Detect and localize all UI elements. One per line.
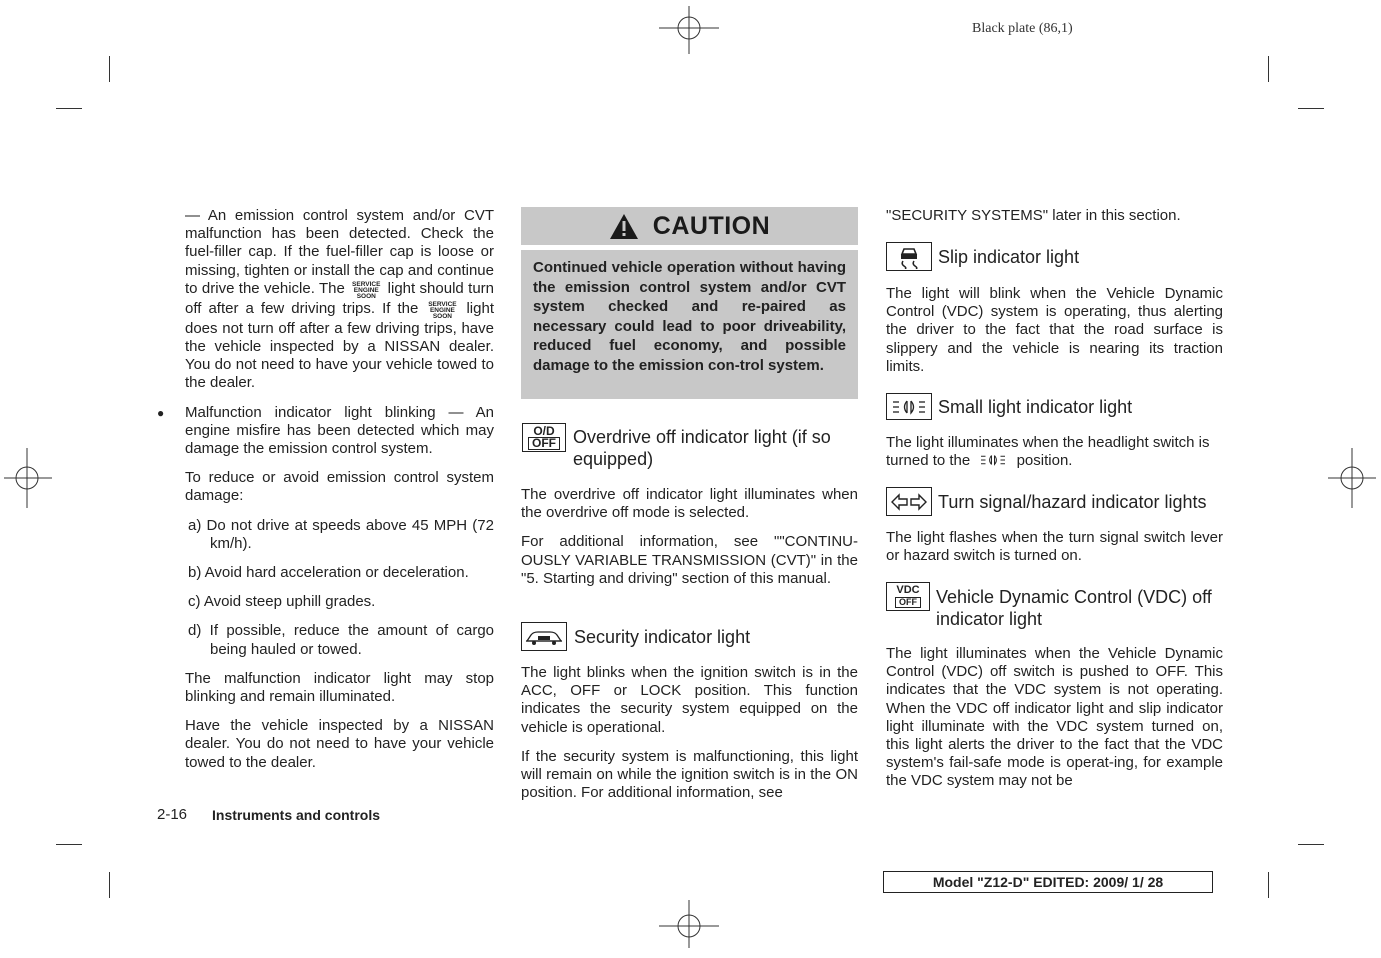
bullet-icon: ● [157, 405, 165, 420]
slip-paragraph: The light will blink when the Vehicle Dynamic Control (VDC) system is operating, thus alerting the driver to the fact that the road surface is slippery and the vehicle is nearing its traction limits. [886, 285, 1223, 375]
crop-mark [109, 872, 110, 898]
crop-mark [56, 108, 82, 109]
model-label: Model "Z12-D" EDITED: 2009/ 1/ 28 [883, 871, 1213, 893]
icon-line: OFF [895, 597, 921, 608]
crop-mark [56, 844, 82, 845]
list-item: d) If possible, reduce the amount of cargo being hauled or towed. [188, 622, 494, 658]
icon-line: VDC [896, 584, 920, 596]
vdc-heading: Vehicle Dynamic Control (VDC) off indicator light [936, 587, 1212, 629]
paragraph-text: light should turn off after a few driving trips. If the [185, 279, 494, 317]
page-number: 2-16 [157, 806, 188, 823]
service-engine-soon-icon [349, 282, 383, 300]
od-reference-paragraph: For additional information, see ""CONTINU-OUSLY VARIABLE TRANSMISSION (CVT)" in the "5. Starting and driving" section of this manual. [521, 533, 858, 587]
icon-line: OFF [528, 437, 560, 450]
bullet-item [157, 403, 494, 459]
parking-light-icon [892, 399, 926, 415]
icon-line: SOON [432, 312, 452, 320]
icon-line: SERVICE [428, 300, 457, 308]
paragraph-text: position. [1016, 452, 1073, 470]
slip-icon [886, 242, 932, 271]
overdrive-off-icon [522, 423, 566, 452]
security-text [521, 664, 858, 802]
paragraph-text: — An emission control system and/or CVT malfunction has been detected. Check the fuel-filler cap. If the fuel-filler cap is loose or missing, tighten or install the cap and continue to drive the vehicle. The [185, 207, 494, 297]
registration-mark [1322, 448, 1381, 508]
turn-signal-heading: Turn signal/hazard indicator lights [938, 492, 1207, 512]
warning-triangle-icon [609, 213, 639, 240]
small-light-heading: Small light indicator light [938, 397, 1133, 417]
turn-signal-icon [886, 487, 932, 516]
caution-header [521, 207, 858, 245]
crop-mark [1268, 56, 1269, 82]
continuation-text: "SECURITY SYSTEMS" later in this section. [886, 207, 1181, 224]
skidding-car-icon [896, 245, 922, 269]
list-item: b) Avoid hard acceleration or deceleration. [188, 564, 469, 582]
small-light-text [886, 434, 1223, 470]
crop-mark [109, 56, 110, 82]
crop-mark [1298, 844, 1324, 845]
crop-mark [1298, 108, 1324, 109]
icon-line: ENGINE [353, 286, 379, 294]
icon-line: SOON [356, 292, 376, 300]
inspect-paragraph: Have the vehicle inspected by a NISSAN dealer. You do not need to have your vehicle towed to the dealer. [185, 717, 494, 771]
list-item: c) Avoid steep uphill grades. [188, 593, 376, 611]
small-light-icon [886, 393, 932, 420]
bullet-text: Malfunction indicator light blinking — An engine misfire has been detected which may damage the emission control system. [185, 403, 494, 458]
section-title: Instruments and controls [212, 807, 381, 823]
small-light-paragraph [886, 434, 1223, 470]
icon-line: SERVICE [352, 280, 381, 288]
icon-line: O/D [533, 423, 555, 438]
plate-label: Black plate (86,1) [972, 21, 1073, 36]
parking-light-icon [978, 454, 1008, 466]
reduce-intro: To reduce or avoid emission control system damage: [185, 469, 494, 505]
list-item: a) Do not drive at speeds above 45 MPH (72 km/h). [188, 516, 494, 552]
may-stop-paragraph: The malfunction indicator light may stop blinking and remain illuminated. [185, 669, 494, 706]
caution-title: CAUTION [652, 211, 771, 240]
paragraph-text: The light illuminates when the headlight switch is turned to the [886, 434, 1210, 470]
crop-mark [1268, 872, 1269, 898]
od-paragraph: The overdrive off indicator light illuminates when the overdrive off mode is selected. [521, 486, 858, 522]
overdrive-heading: Overdrive off indicator light (if so equipped) [573, 427, 831, 469]
security-car-icon [521, 622, 567, 651]
vdc-text [886, 645, 1223, 791]
emission-paragraph [185, 207, 494, 393]
slip-text [886, 285, 1223, 376]
registration-mark [659, 898, 719, 958]
icon-line: ENGINE [429, 306, 455, 314]
security-heading: Security indicator light [574, 627, 751, 647]
car-lock-icon [524, 627, 564, 647]
turn-signal-paragraph: The light flashes when the turn signal switch lever or hazard switch is turned on. [886, 529, 1223, 565]
left-column [157, 207, 494, 772]
caution-body: Continued vehicle operation without having the emission control system and/or CVT system checked and re-paired as necessary could lead to poor driveability, reduced fuel economy, and possible damage to the emission con-trol system. [521, 250, 858, 399]
security-paragraph: The light blinks when the ignition switch is in the ACC, OFF or LOCK position. This function indicates the security system equipped on the vehicle is operational. [521, 664, 858, 736]
vdc-paragraph: The light illuminates when the Vehicle Dynamic Control (VDC) off switch is pushed to OFF. This indicates that the VDC system is not operating. When the VDC off indicator light and slip indicator light illuminate with the VDC system turned on, this light alerts the driver to the fact that the VDC system's fail-safe mode is operat-ing, for example the VDC system may not be [886, 645, 1223, 790]
registration-mark [659, 0, 719, 60]
registration-mark [0, 448, 60, 508]
turn-signal-text [886, 529, 1223, 565]
arrows-icon [890, 493, 928, 511]
paragraph-text: light does not turn off after a few driving trips, have the vehicle inspected by a NISSAN dealer. You do not need to have your vehicle towed to the dealer. [185, 299, 494, 392]
security-malfunction-paragraph: If the security system is malfunctioning, this light will remain on while the ignition switch is in the ON position. For additional information, see [521, 747, 858, 802]
middle-column-text [521, 486, 858, 588]
vdc-off-icon [886, 582, 930, 611]
service-engine-soon-icon [425, 302, 459, 320]
slip-heading: Slip indicator light [938, 247, 1080, 267]
right-column-continuation [886, 207, 1223, 225]
